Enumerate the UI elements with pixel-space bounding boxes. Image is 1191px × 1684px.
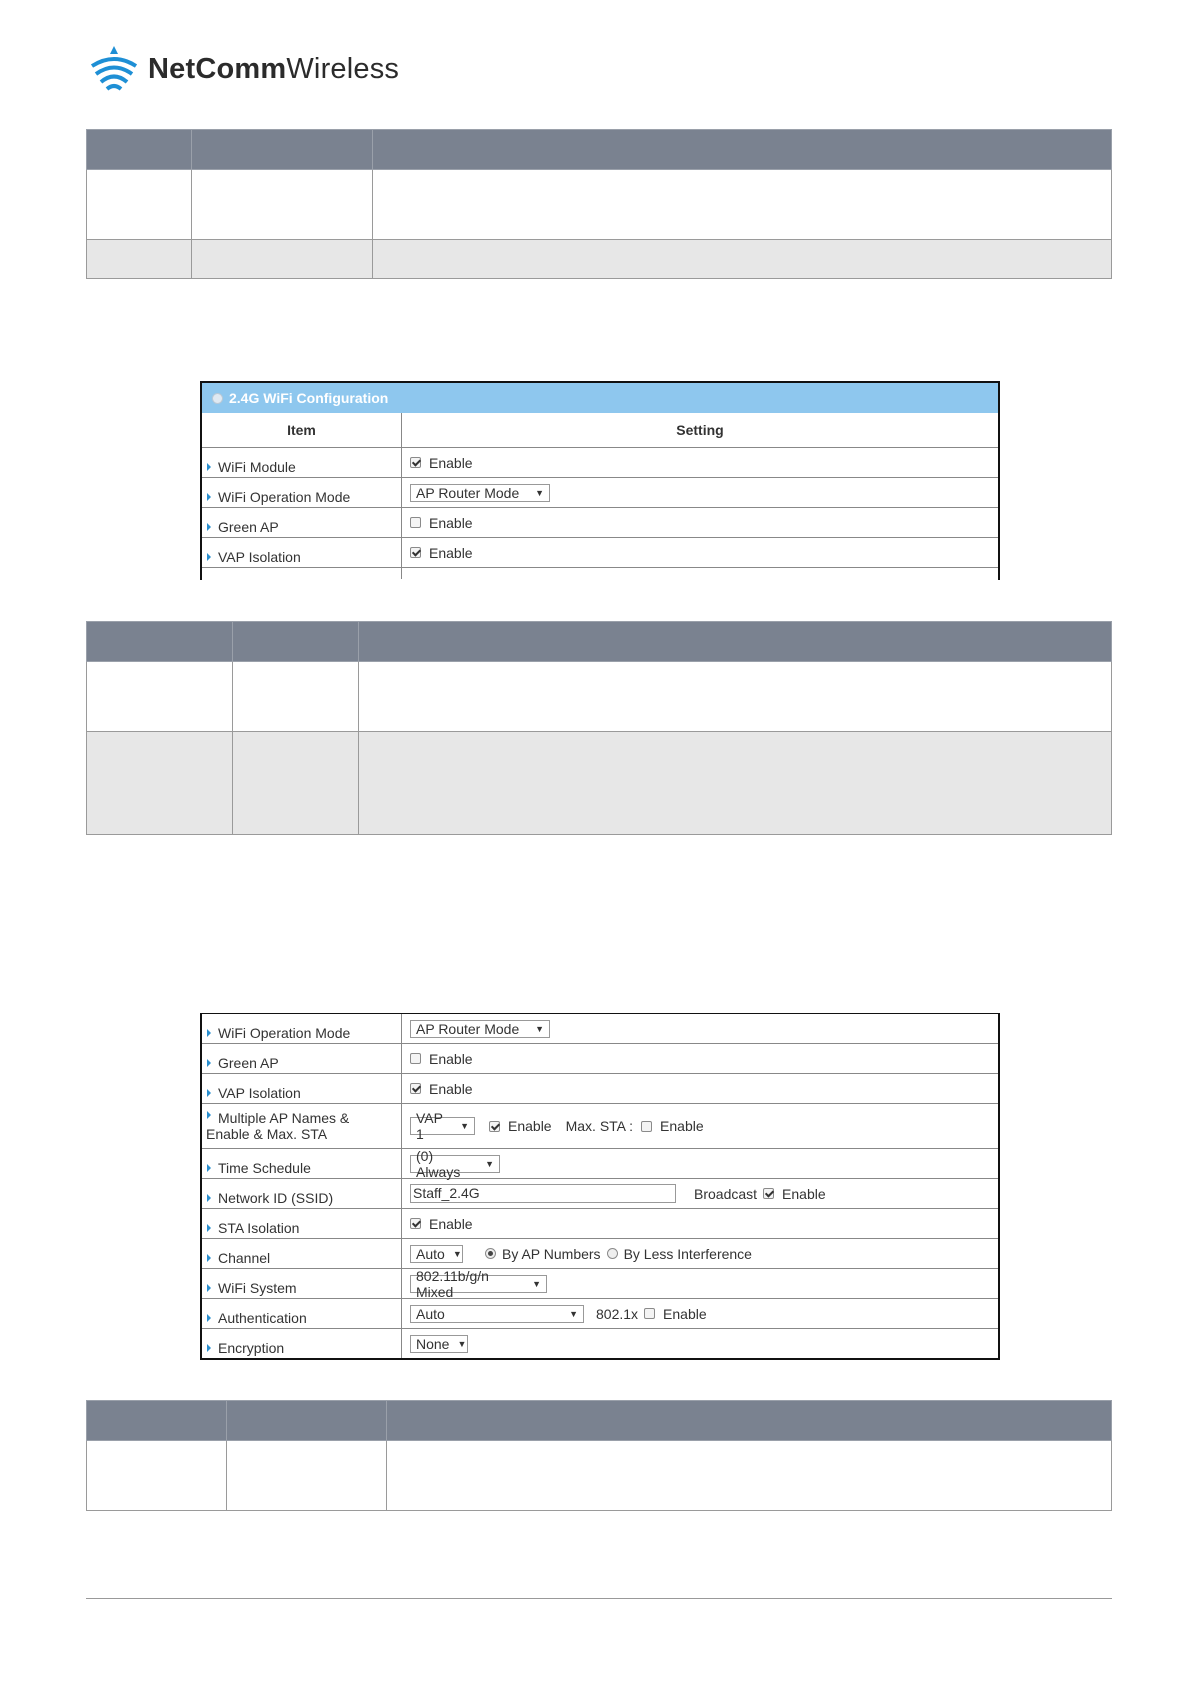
table-row (87, 240, 1112, 279)
row-vap-isolation: VAP Isolation Enable (202, 537, 998, 567)
row-multiple-ap-names: Multiple AP Names & Enable & Max. STA VAP 1 ▼ Enable Max. STA : Enable (202, 1103, 998, 1148)
row-authentication: Authentication Auto ▼ 802.1x Enable (202, 1298, 998, 1328)
by-ap-numbers-radio[interactable] (485, 1248, 496, 1259)
vap-select[interactable]: VAP 1 ▼ (410, 1117, 475, 1135)
vap-isolation-checkbox[interactable] (410, 547, 421, 558)
arrow-icon (207, 523, 211, 531)
row-wifi-module: WiFi Module Enable (202, 447, 998, 477)
arrow-icon (207, 1314, 211, 1322)
panel-bullet-icon (212, 393, 223, 404)
table-row (87, 662, 1112, 732)
brand-wordmark: NetCommWireless (148, 52, 400, 85)
dot1x-label: 802.1x (596, 1305, 639, 1322)
dropdown-icon: ▼ (535, 1023, 544, 1034)
operation-mode-select[interactable]: AP Router Mode ▼ (410, 484, 550, 502)
arrow-icon (207, 493, 211, 501)
channel-select[interactable]: Auto ▼ (410, 1245, 463, 1263)
row-green-ap: Green AP Enable (202, 507, 998, 537)
brand-logo (88, 44, 399, 94)
table-header-row (87, 622, 1112, 662)
row-channel: Channel Auto ▼ By AP Numbers By Less Interference (202, 1238, 998, 1268)
arrow-icon (207, 1089, 211, 1097)
arrow-icon (207, 463, 211, 471)
broadcast-checkbox[interactable] (763, 1188, 774, 1199)
table-header-row (87, 130, 1112, 170)
arrow-icon (207, 553, 211, 561)
panel-header-row (202, 413, 998, 447)
table-header-row (87, 1401, 1112, 1441)
by-less-interference-radio[interactable] (607, 1248, 618, 1259)
row-wifi-system: WiFi System 802.11b/g/n Mixed ▼ (202, 1268, 998, 1298)
arrow-icon (207, 1194, 211, 1202)
arrow-icon (207, 1029, 211, 1037)
row-vap-isolation: VAP Isolation Enable (202, 1073, 998, 1103)
broadcast-label: Broadcast (694, 1185, 758, 1202)
dropdown-icon: ▼ (532, 1278, 541, 1289)
encryption-select[interactable]: None ▼ (410, 1335, 468, 1353)
vap-isolation-checkbox[interactable] (410, 1083, 421, 1094)
max-sta-label: Max. STA : (565, 1118, 634, 1134)
doc-table-1 (86, 129, 1112, 279)
arrow-icon (207, 1164, 211, 1172)
table-row (87, 1441, 1112, 1511)
operation-mode-select[interactable]: AP Router Mode ▼ (410, 1020, 550, 1038)
dropdown-icon: ▼ (569, 1308, 578, 1319)
table-row (87, 170, 1112, 240)
arrow-icon (207, 1254, 211, 1262)
row-time-schedule: Time Schedule (0) Always ▼ (202, 1148, 998, 1178)
max-sta-checkbox[interactable] (641, 1121, 652, 1132)
dropdown-icon: ▼ (485, 1158, 494, 1169)
dot1x-checkbox[interactable] (644, 1308, 655, 1319)
arrow-icon (207, 1284, 211, 1292)
row-network-id: Network ID (SSID) Staff_2.4G Broadcast Enable (202, 1178, 998, 1208)
vap-enable-checkbox[interactable] (489, 1121, 500, 1132)
wifi-config-panel (200, 381, 1000, 580)
row-sta-isolation: STA Isolation Enable (202, 1208, 998, 1238)
footer-divider (86, 1598, 1112, 1599)
row-encryption: Encryption None ▼ (202, 1328, 998, 1358)
column-item: Item (202, 413, 402, 447)
row-wifi-operation-mode: WiFi Operation Mode AP Router Mode ▼ (202, 1014, 998, 1043)
row-green-ap: Green AP Enable (202, 1043, 998, 1073)
panel-title: 2.4G WiFi Configuration (229, 390, 389, 406)
arrow-icon (207, 1111, 211, 1119)
wifi-system-select[interactable]: 802.11b/g/n Mixed ▼ (410, 1275, 547, 1293)
green-ap-checkbox[interactable] (410, 517, 421, 528)
authentication-select[interactable]: Auto ▼ (410, 1305, 584, 1323)
panel-title-bar (202, 383, 998, 413)
row-cut-off (202, 567, 998, 579)
wifi-logo-icon (88, 44, 140, 94)
dropdown-icon: ▼ (457, 1338, 467, 1349)
time-schedule-select[interactable]: (0) Always ▼ (410, 1155, 500, 1173)
row-wifi-operation-mode: WiFi Operation Mode AP Router Mode ▼ (202, 477, 998, 507)
sta-isolation-checkbox[interactable] (410, 1218, 421, 1229)
arrow-icon (207, 1344, 211, 1352)
wifi-module-checkbox[interactable] (410, 457, 421, 468)
doc-table-3 (86, 1400, 1112, 1511)
doc-table-2 (86, 621, 1112, 835)
wifi-settings-panel (200, 1013, 1000, 1360)
dropdown-icon: ▼ (452, 1248, 462, 1259)
table-row (87, 732, 1112, 835)
arrow-icon (207, 1224, 211, 1232)
column-setting: Setting (676, 422, 724, 438)
arrow-icon (207, 1059, 211, 1067)
dropdown-icon: ▼ (460, 1121, 469, 1131)
green-ap-checkbox[interactable] (410, 1053, 421, 1064)
dropdown-icon: ▼ (535, 487, 544, 498)
ssid-input[interactable]: Staff_2.4G (410, 1184, 676, 1203)
